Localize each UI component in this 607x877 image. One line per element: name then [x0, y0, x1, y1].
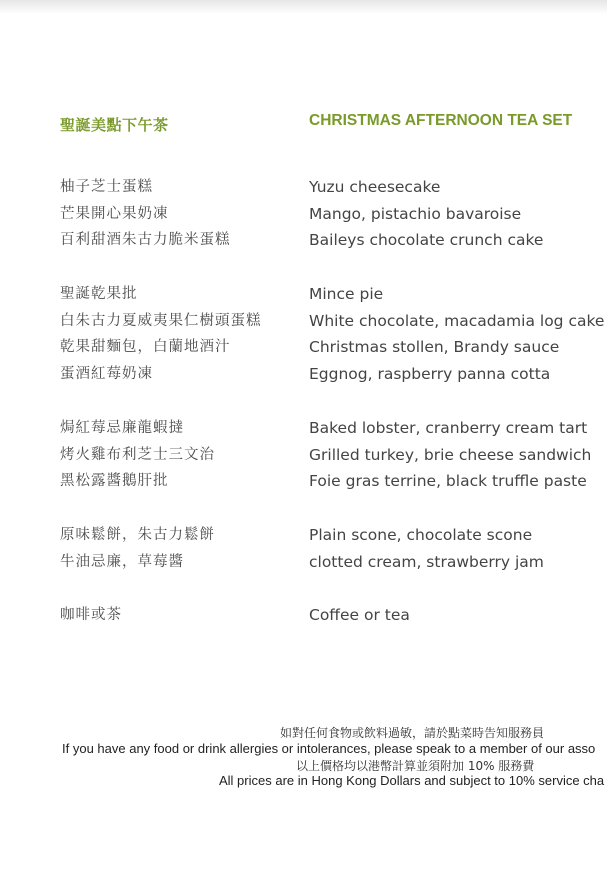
- price-notice-chinese: 以上價格均以港幣計算並須附加 10% 服務費: [296, 759, 535, 773]
- menu-group-scones-en: [309, 522, 604, 575]
- menu-item-en: Foie gras terrine, black truffle paste: [309, 472, 587, 491]
- menu-group-christmas-zh: [60, 281, 262, 388]
- menu-title-chinese: 聖誕美點下午茶: [60, 116, 169, 134]
- menu-item-zh: 蛋酒紅莓奶凍: [60, 366, 153, 383]
- menu-item-zh: 百利甜酒朱古力脆米蛋糕: [60, 232, 231, 249]
- menu-items-chinese: [60, 174, 262, 656]
- menu-item-en: Baileys chocolate crunch cake: [309, 231, 544, 250]
- menu-item-en: clotted cream, strawberry jam: [309, 552, 544, 571]
- menu-item-en: Grilled turkey, brie cheese sandwich: [309, 445, 592, 464]
- menu-group-savoury-en: [309, 415, 604, 495]
- allergy-notice-english: If you have any food or drink allergies or intolerances, please speak to a member of our asso: [62, 741, 596, 756]
- menu-item-zh: 焗紅莓忌廉龍蝦撻: [60, 419, 184, 436]
- menu-item-zh: 白朱古力夏威夷果仁樹頭蛋糕: [60, 312, 262, 329]
- menu-items-english: [309, 174, 604, 656]
- menu-group-desserts-en: [309, 174, 604, 254]
- menu-group-drinks-zh: [60, 602, 262, 629]
- menu-group-savoury-zh: [60, 415, 262, 495]
- menu-item-en: Mango, pistachio bavaroise: [309, 204, 522, 223]
- menu-title-english: CHRISTMAS AFTERNOON TEA SET: [309, 112, 573, 129]
- price-notice-english: All prices are in Hong Kong Dollars and subject to 10% service cha: [219, 773, 605, 788]
- menu-item-en: Eggnog, raspberry panna cotta: [309, 365, 551, 384]
- menu-item-zh: 黑松露醬鵝肝批: [60, 473, 169, 490]
- menu-item-zh: 芒果開心果奶凍: [60, 205, 169, 222]
- menu-item-zh: 咖啡或茶: [60, 607, 122, 624]
- menu-item-zh: 聖誕乾果批: [60, 286, 138, 303]
- menu-item-en: Mince pie: [309, 285, 384, 304]
- menu-group-drinks-en: [309, 602, 604, 629]
- top-edge-shadow: [0, 0, 607, 14]
- menu-group-scones-zh: [60, 522, 262, 575]
- menu-group-desserts-zh: [60, 174, 262, 254]
- menu-item-zh: 原味鬆餅，朱古力鬆餅: [60, 526, 215, 543]
- menu-item-en: Coffee or tea: [309, 606, 410, 625]
- menu-item-zh: 柚子芝士蛋糕: [60, 179, 153, 195]
- menu-item-en: Baked lobster, cranberry cream tart: [309, 418, 588, 437]
- menu-item-en: Christmas stollen, Brandy sauce: [309, 338, 560, 357]
- menu-group-christmas-en: [309, 281, 604, 388]
- menu-item-en: White chocolate, macadamia log cake: [309, 311, 605, 330]
- menu-item-en: Yuzu cheesecake: [309, 178, 441, 196]
- menu-item-en: Plain scone, chocolate scone: [309, 525, 533, 544]
- menu-item-zh: 烤火雞布利芝士三文治: [60, 446, 215, 463]
- menu-item-zh: 乾果甜麵包，白蘭地酒汁: [60, 339, 231, 356]
- menu-item-zh: 牛油忌廉，草莓醬: [60, 553, 184, 570]
- allergy-notice-chinese: 如對任何食物或飲料過敏，請於點菜時告知服務員: [280, 726, 545, 740]
